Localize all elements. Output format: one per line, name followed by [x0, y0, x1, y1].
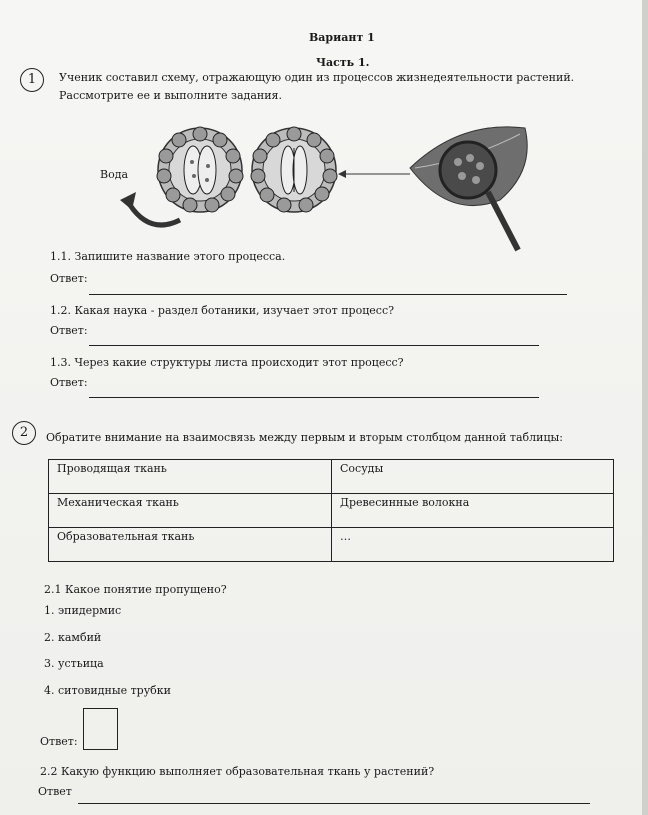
- table-cell: …: [332, 528, 614, 562]
- water-label: Вода: [100, 168, 129, 181]
- stoma-cells-left: [157, 127, 243, 212]
- answer-box-2-1[interactable]: [83, 708, 118, 750]
- table-cell: Образовательная ткань: [49, 528, 332, 562]
- option-2[interactable]: 2. камбий: [44, 631, 102, 644]
- task2-intro: Обратите внимание на взаимосвязь между первым и вторым столбцом данной таблицы:: [46, 431, 563, 444]
- answer-label-2-2: Ответ: [38, 785, 72, 798]
- question-1-3: 1.3. Через какие структуры листа происходит этот процесс?: [50, 356, 404, 369]
- question-2-1: 2.1 Какое понятие пропущено?: [44, 583, 227, 596]
- page-edge: [642, 0, 648, 815]
- answer-line-2-2[interactable]: [78, 803, 590, 804]
- question-2-2: 2.2 Какую функцию выполняет образовательная ткань у растений?: [40, 765, 435, 778]
- tissue-table: [48, 459, 614, 562]
- answer-label-2-1: Ответ:: [40, 735, 78, 748]
- answer-line-1-2[interactable]: [89, 345, 539, 346]
- option-1[interactable]: 1. эпидермис: [44, 604, 122, 617]
- water-arrow: [130, 205, 180, 225]
- task1-intro-line1: Ученик составил схему, отражающую один из процессов жизнедеятельности растений.: [59, 71, 575, 84]
- answer-line-1-1[interactable]: [89, 294, 567, 295]
- task1-intro-line2: Рассмотрите ее и выполните задания.: [59, 89, 282, 102]
- part-title: Часть 1.: [316, 56, 370, 69]
- table-row: [49, 528, 614, 562]
- table-cell: Механическая ткань: [49, 494, 332, 528]
- question-1-1: 1.1. Запишите название этого процесса.: [50, 250, 286, 263]
- task-number-1: 1: [20, 68, 44, 92]
- stoma-cells-right: [251, 127, 337, 212]
- variant-title: Вариант 1: [309, 31, 375, 44]
- table-cell: Проводящая ткань: [49, 460, 332, 494]
- answer-label-1-3: Ответ:: [50, 376, 88, 389]
- option-4[interactable]: 4. ситовидные трубки: [44, 684, 172, 697]
- table-cell: Сосуды: [332, 460, 614, 494]
- answer-label-1-1: Ответ:: [50, 272, 88, 285]
- table-row: [49, 494, 614, 528]
- answer-label-1-2: Ответ:: [50, 324, 88, 337]
- table-row: [49, 460, 614, 494]
- task-number-2: 2: [12, 421, 36, 445]
- answer-line-1-3[interactable]: [89, 397, 539, 398]
- stomata-diagram: [80, 110, 540, 260]
- table-cell: Древесинные волокна: [332, 494, 614, 528]
- leaf-with-magnifier: [410, 127, 527, 250]
- question-1-2: 1.2. Какая наука - раздел ботаники, изучает этот процесс?: [50, 304, 395, 317]
- option-3[interactable]: 3. устьица: [44, 657, 104, 670]
